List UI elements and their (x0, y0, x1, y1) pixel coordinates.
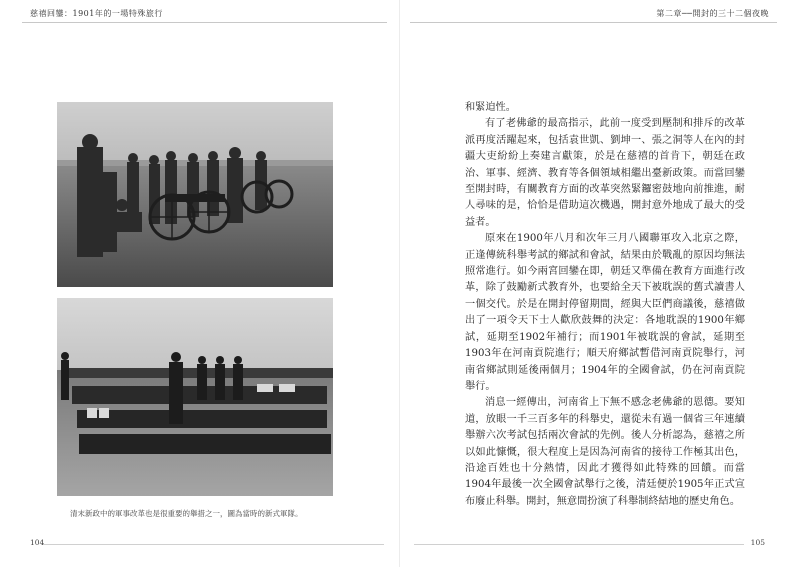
running-header-left: 慈禧回鑾：1901年的一場特殊旅行 (30, 9, 163, 18)
header-rule-right (410, 22, 777, 23)
body-text (465, 100, 745, 510)
photo-artillery-image (57, 102, 333, 287)
page-number-right: 105 (750, 538, 765, 547)
footer-rule-left (44, 544, 384, 545)
running-header-right: 第二章──開封的三十二個夜晚 (656, 9, 769, 18)
photo-formation-image (57, 298, 333, 496)
footer-rule-right (414, 544, 744, 545)
page-number-left: 104 (30, 538, 45, 547)
photo-artillery-soldiers (57, 102, 333, 287)
photo-troop-formation (57, 298, 333, 496)
book-gutter (399, 0, 400, 567)
header-rule-left (22, 22, 387, 23)
paragraph: 有了老佛爺的最高指示，此前一度受到壓制和排斥的改革派再度活躍起來，包括袁世凱、劉坤一、張之洞等人在內的封疆大吏紛紛上奏建言獻策，於是在慈禧的首肯下，朝廷在政治、軍事、經濟、教育等各個領域相繼出臺新政策。而當回鑾至開封時，有關教育方面的改革突然緊鑼密鼓地向前推進，耐人尋味的是，恰恰是借助這次機遇，開封意外地成了最大的受益者。 (465, 118, 745, 228)
paragraph: 消息一經傳出，河南省上下無不感念老佛爺的恩德。要知道，放眼一千三百多年的科舉史，還從未有過一個省三年連續舉辦六次考試包括兩次會試的先例。後人分析認為，慈禧之所以如此慷慨，很大程度上是因為河南省的接待工作極其出色，沿途百姓也十分熱情，因此才獲得如此特殊的回饋。而當1904年最後一次全國會試舉行之後，清廷便於1905年正式宣布廢止科舉。開封，無意間扮演了科舉制終結地的歷史角色。 (465, 397, 745, 507)
paragraph: 和緊迫性。 (465, 102, 516, 113)
paragraph: 原來在1900年八月和次年三月八國聯軍攻入北京之際，正逢傳統科舉考試的鄉試和會試，結果由於戰亂的原因均無法照常進行。如今兩宮回鑾在即，朝廷又準備在教育方面進行改革，除了鼓勵新式教育外，也要給全天下被耽誤的舊式讀書人一個交代。於是在開封停留期間，經與大臣們商議後，慈禧做出了一項令天下士人歡欣鼓舞的決定：各地耽誤的1900年鄉試，延期至1902年補行；而1901年被耽誤的會試，延期至1903年在河南貢院進行；順天府鄉試暫借河南貢院舉行，河南省鄉試則延後兩個月；1904年的全國會試，仍在河南貢院舉行。 (465, 233, 745, 392)
figure-caption: 清末新政中的軍事改革也是很重要的舉措之一，圖為當時的新式軍隊。 (70, 509, 303, 518)
